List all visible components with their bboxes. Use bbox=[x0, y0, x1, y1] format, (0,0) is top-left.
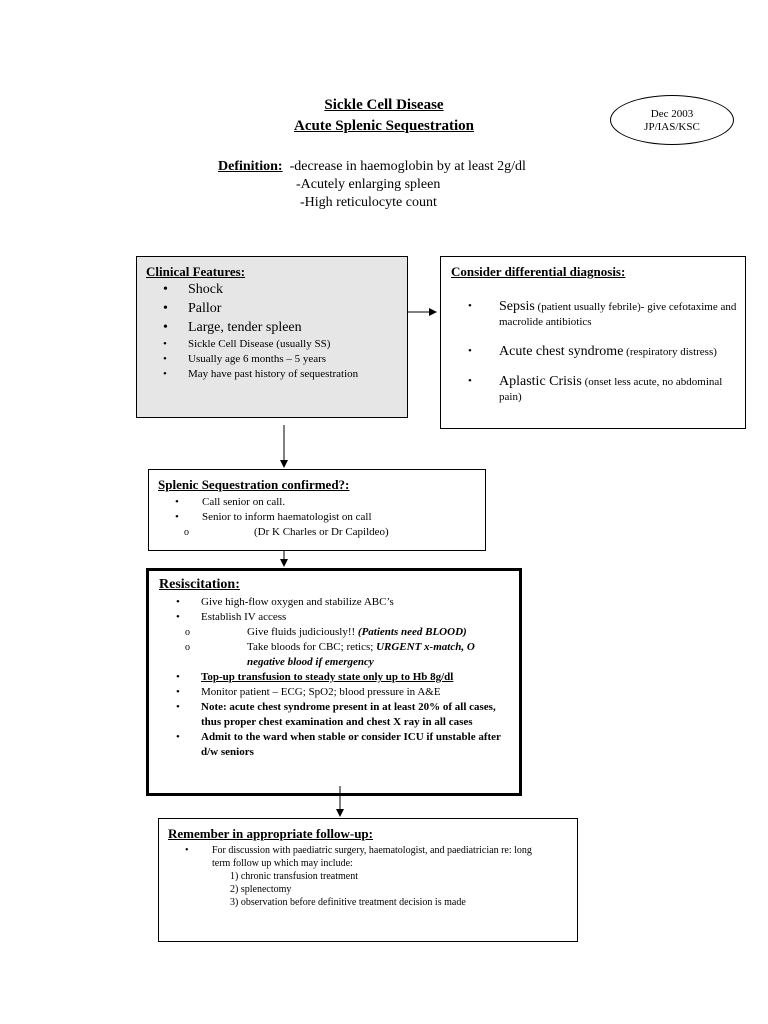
definition-line-3: -High reticulocyte count bbox=[300, 195, 437, 210]
followup-heading: Remember in appropriate follow-up: bbox=[168, 826, 373, 841]
clinical-feature-item: • Shock bbox=[146, 280, 407, 299]
resus-sub1-text: Give fluids judiciously!! bbox=[247, 626, 358, 638]
resus-item-note: Note: acute chest syndrome present in at least 20% of all cases, thus proper chest examination and chest X ray in all cases bbox=[201, 701, 496, 728]
resus-sub2-emphasis: URGENT x-match, O negative blood if emergency bbox=[247, 641, 475, 668]
clinical-feature-item: • Large, tender spleen bbox=[146, 318, 407, 337]
clinical-feature-item: • Sickle Cell Disease (usually SS) bbox=[146, 337, 407, 352]
clinical-feature-item: • May have past history of sequestration bbox=[146, 367, 407, 382]
resus-item: • Establish IV access bbox=[159, 610, 513, 625]
resus-item-transfusion: Top-up transfusion to steady state only up to Hb 8g/dl bbox=[201, 671, 454, 683]
resuscitation-heading: Resiscitation: bbox=[159, 577, 240, 592]
resus-sub2-text: Take bloods for CBC; retics; bbox=[247, 641, 377, 653]
stamp-date: Dec 2003 bbox=[650, 108, 694, 120]
resus-item-monitor: • Monitor patient – ECG; SpO2; blood pressure in A&E bbox=[159, 685, 513, 700]
confirmed-item: • Call senior on call. bbox=[158, 495, 485, 510]
document-title: Sickle Cell Disease bbox=[324, 97, 444, 113]
followup-item: • For discussion with paediatric surgery, haematologist, and paediatrician re: long term follow up which may include: bbox=[168, 844, 577, 870]
clinical-feature-item: • Pallor bbox=[146, 299, 407, 318]
resus-sub1-emphasis: (Patients need BLOOD) bbox=[357, 626, 467, 638]
differential-main: Acute chest syndrome bbox=[499, 344, 624, 359]
definition-line-2: -Acutely enlarging spleen bbox=[296, 177, 441, 192]
followup-step: 1) chronic transfusion treatment bbox=[230, 871, 359, 882]
differential-main: Sepsis bbox=[499, 299, 535, 314]
clinical-features-heading: Clinical Features: bbox=[146, 264, 246, 279]
differential-note: (respiratory distress) bbox=[623, 346, 717, 358]
differential-main: Aplastic Crisis bbox=[499, 374, 582, 389]
differential-heading: Consider differential diagnosis: bbox=[451, 264, 626, 279]
confirmed-heading: Splenic Sequestration confirmed?: bbox=[158, 477, 350, 492]
differential-note: (patient usually febrile)- give cefotaxime and macrolide antibiotics bbox=[499, 301, 737, 328]
stamp-initials: JP/IAS/KSC bbox=[644, 121, 700, 133]
confirmed-item: • Senior to inform haematologist on call bbox=[158, 510, 485, 525]
differential-note: (onset less acute, no abdominal pain) bbox=[499, 376, 723, 403]
definition-line-1: -decrease in haemoglobin by at least 2g/dl bbox=[289, 159, 526, 174]
resus-item: • Give high-flow oxygen and stabilize ABC’s bbox=[159, 595, 513, 610]
document-subtitle: Acute Splenic Sequestration bbox=[294, 118, 474, 134]
clinical-feature-item: • Usually age 6 months – 5 years bbox=[146, 352, 407, 367]
confirmed-subitem: o (Dr K Charles or Dr Capildeo) bbox=[158, 525, 485, 540]
followup-step: 2) splenectomy bbox=[230, 884, 292, 895]
definition-label: Definition: bbox=[218, 159, 283, 174]
followup-step: 3) observation before definitive treatment decision is made bbox=[230, 897, 466, 908]
resus-item-admit: Admit to the ward when stable or consider ICU if unstable after d/w seniors bbox=[201, 731, 501, 758]
